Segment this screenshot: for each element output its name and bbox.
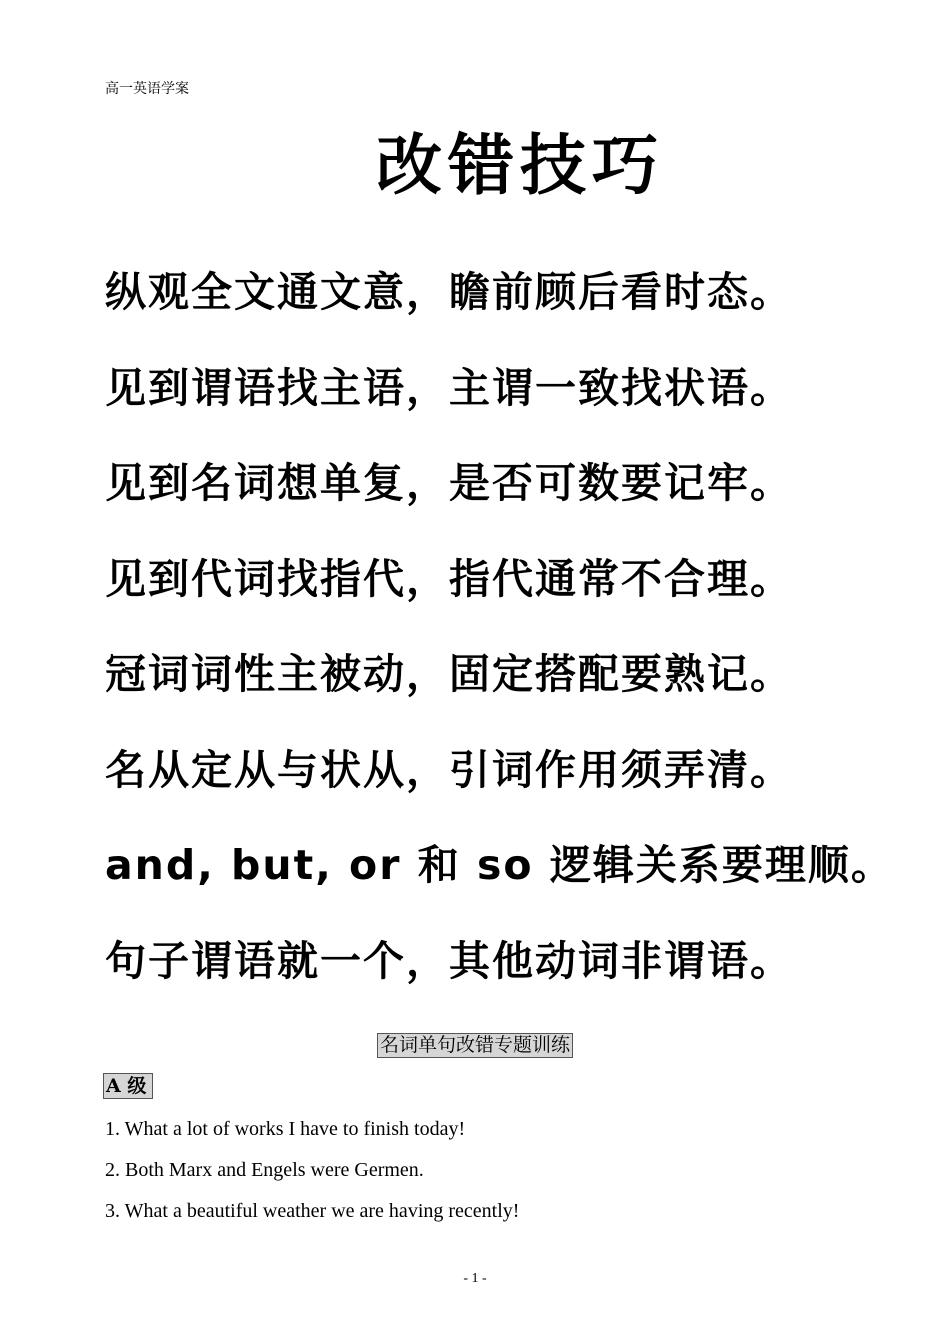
exercise-item: 3. What a beautiful weather we are having recently! xyxy=(105,1200,520,1222)
page-header: 高一英语学案 xyxy=(105,81,189,97)
page-title: 改错技巧 xyxy=(376,127,664,204)
exercise-list xyxy=(105,1116,519,1239)
exercise-item: 2. Both Marx and Engels were Germen. xyxy=(105,1159,424,1181)
verse-line: 见到谓语找主语，主谓一致找状语。 xyxy=(105,363,793,412)
verse-line: 名从定从与状从，引词作用须弄清。 xyxy=(105,745,793,794)
level-label: A 级 xyxy=(103,1073,153,1099)
verse-line: 句子谓语就一个，其他动词非谓语。 xyxy=(105,936,793,985)
verse-line: 见到代词找指代，指代通常不合理。 xyxy=(105,554,793,603)
verse-line: and, but, or 和 so 逻辑关系要理顺。 xyxy=(105,841,894,889)
verse-line: 冠词词性主被动，固定搭配要熟记。 xyxy=(105,650,793,698)
verse-line: 纵观全文通文意，瞻前顾后看时态。 xyxy=(105,268,793,316)
section-title: 名词单句改错专题训练 xyxy=(377,1033,573,1058)
exercise-item: 1. What a lot of works I have to finish today! xyxy=(105,1118,466,1140)
section-title-wrapper xyxy=(0,1033,950,1058)
verse-list xyxy=(105,262,894,1026)
verse-line: 见到名词想单复，是否可数要记牢。 xyxy=(105,459,793,507)
page-number: - 1 - xyxy=(463,1271,487,1286)
